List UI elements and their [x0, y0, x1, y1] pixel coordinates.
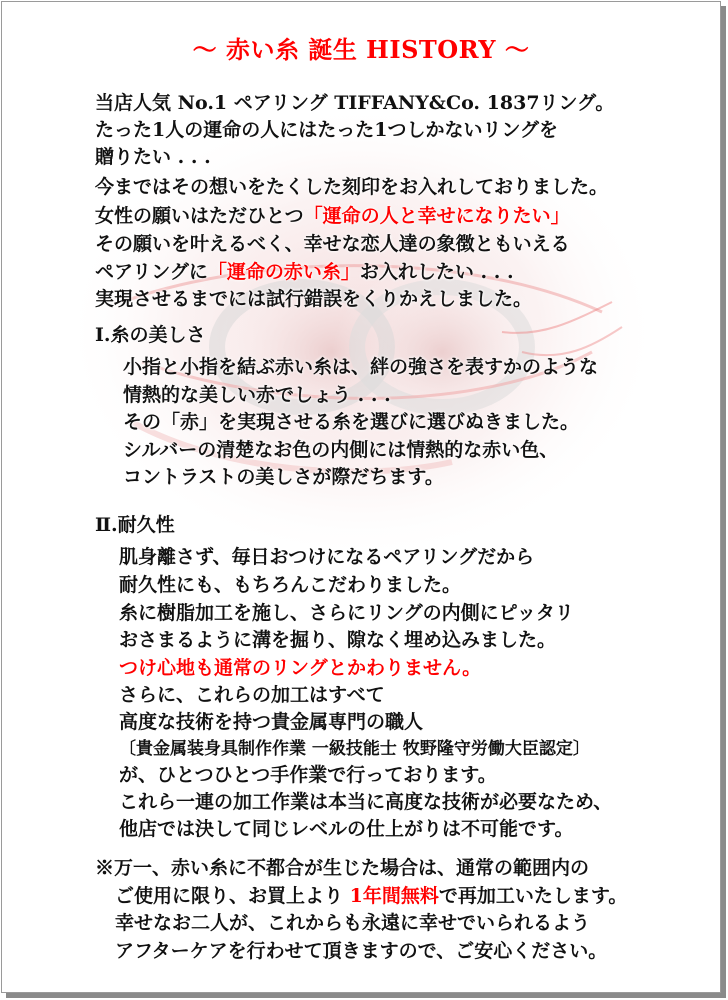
section2-line: さらに、これらの加工はすべて — [119, 684, 385, 706]
section1-heading: Ⅰ.糸の美しさ — [95, 324, 206, 346]
section1-line: コントラストの美しさが際だちます。 — [123, 466, 444, 488]
section2-line: 耐久性にも、もちろんこだわりました。 — [119, 574, 462, 596]
note-line — [115, 883, 627, 909]
highlight-red-thread: 「運命の赤い糸」 — [207, 261, 360, 283]
section1-line: 小指と小指を結ぶ赤い糸は、絆の強さを表すかのような — [123, 356, 599, 378]
section2-line: が、ひとつひとつ手作業で行っております。 — [119, 764, 497, 786]
highlight-free-year: 1年間無料 — [349, 885, 439, 907]
section2-line: 〔貴金属装身具制作作業 一級技能士 牧野隆守労働大臣認定〕 — [119, 739, 590, 759]
section2-highlight: つけ心地も通常のリングとかわりません。 — [119, 657, 482, 679]
section1-line: その「赤」を実現させる糸を選びに選びぬきました。 — [123, 411, 580, 433]
intro-text: 女性の願いはただひとつ — [95, 205, 304, 227]
section2-line: 肌身離さず、毎日おつけになるペアリングだから — [119, 546, 535, 568]
intro-line: 贈りたい . . . — [95, 146, 211, 168]
intro-line: 実現させるまでには試行錯誤をくりかえしました。 — [95, 288, 533, 310]
section2-line: おさまるように溝を掘り、隙なく埋め込みました。 — [119, 629, 557, 651]
note-line: 幸せなお二人が、これからも永遠に幸せでいられるよう — [115, 912, 591, 934]
section2-heading: Ⅱ.耐久性 — [95, 514, 175, 536]
note-line: アフターケアを行わせて頂きますので、ご安心ください。 — [115, 940, 608, 962]
section2-line: 他店では決して同じレベルの仕上がりは不可能です。 — [119, 818, 574, 840]
highlight-wish: 「運命の人と幸せになりたい」 — [303, 205, 570, 227]
note-text: で再加工いたします。 — [438, 885, 628, 907]
section2-line: これら一連の加工作業は本当に高度な技術が必要なため、 — [119, 791, 613, 813]
note-text: ご使用に限り、お買上より — [115, 885, 350, 907]
page-frame — [1, 1, 721, 993]
note-line: ※万一、赤い糸に不都合が生じた場合は、通常の範囲内の — [95, 857, 590, 879]
intro-line: その願いを叶えるべく、幸せな恋人達の象徴ともいえる — [95, 233, 570, 255]
intro-line — [95, 203, 570, 229]
section2-line: 高度な技術を持つ貴金属専門の職人 — [119, 711, 424, 733]
section1-line: 情熱的な美しい赤でしょう . . . — [123, 384, 391, 406]
section2-line: 糸に樹脂加工を施し、さらにリングの内側にピッタリ — [119, 602, 574, 624]
intro-text: ペアリングに — [95, 261, 208, 283]
intro-text: お入れしたい . . . — [359, 261, 514, 283]
intro-line: たった1人の運命の人にはたった1つしかないリングを — [95, 119, 559, 141]
section1-line: シルバーの清楚なお色の内側には情熱的な赤い色、 — [123, 439, 559, 461]
page-title: ～ 赤い糸 誕生 HISTORY ～ — [192, 35, 530, 64]
intro-line: 当店人気 No.1 ペアリング TIFFANY&Co. 1837リング。 — [95, 92, 615, 114]
intro-line: 今まではその想いをたくした刻印をお入れしておりました。 — [95, 176, 609, 198]
intro-line — [95, 259, 514, 285]
